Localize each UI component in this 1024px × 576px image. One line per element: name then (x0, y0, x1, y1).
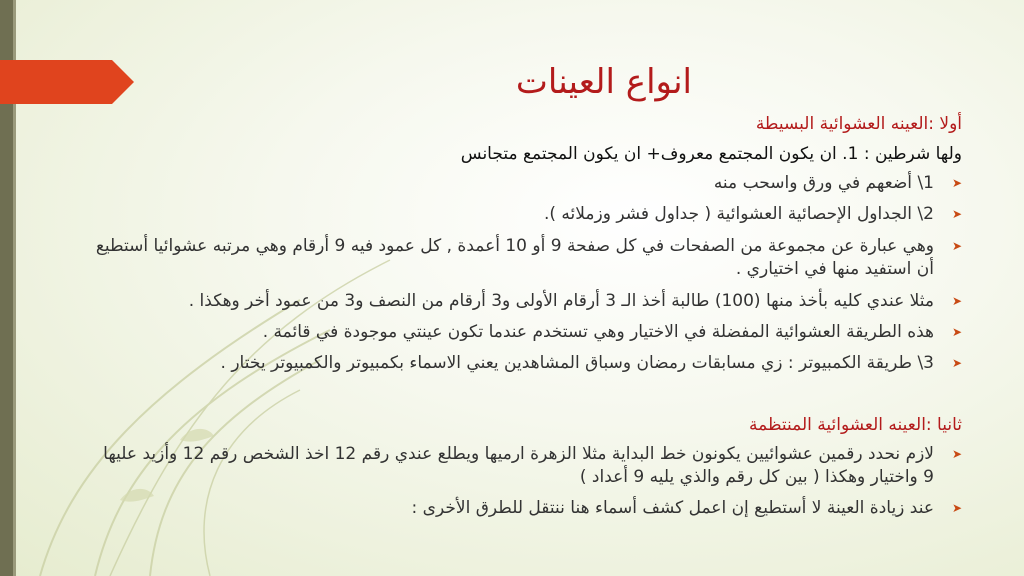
list-item (92, 235, 962, 281)
slide-content (92, 112, 962, 520)
list-item-text: وهي عبارة عن مجموعة من الصفحات في كل صفحة 9 أو 10 أعمدة , كل عمود فيه 9 أرقام وهي مرتبه عشوائيا أستطيع أن استفيد منها في اختياري . (95, 236, 934, 279)
arrow-bullet-icon: ➤ (951, 356, 962, 370)
section2-heading: ثانيا :العينه العشوائية المنتظمة (749, 415, 962, 435)
arrow-bullet-icon: ➤ (951, 501, 962, 515)
slide-title: انواع العينات (515, 62, 692, 102)
list-item (92, 497, 962, 520)
list-item-text: عند زيادة العينة لا أستطيع إن اعمل كشف أسماء هنا ننتقل للطرق الأخرى : (411, 498, 934, 518)
list-item (92, 443, 962, 489)
list-item-text: مثلا عندي كليه بأخذ منها (100) طالبة أخذ الـ 3 أرقام الأولى و3 أرقام من النصف و3 من عمود أخر وهكذا . (188, 291, 934, 311)
arrow-bullet-icon: ➤ (951, 239, 962, 253)
section1-heading: أولا :العينه العشوائية البسيطة (755, 114, 962, 134)
list-item (92, 203, 962, 226)
section1-intro: ولها شرطين : 1. ان يكون المجتمع معروف+ ان يكون المجتمع متجانس (460, 144, 962, 164)
arrow-bullet-icon: ➤ (951, 447, 962, 461)
list-item-text: 1\ أضعهم في ورق واسحب منه (713, 173, 934, 193)
list-item-text: 2\ الجداول الإحصائية العشوائية ( جداول فشر وزملائه ). (543, 204, 934, 224)
list-item (92, 352, 962, 375)
arrow-bullet-icon: ➤ (951, 207, 962, 221)
title-arrow-decor (0, 60, 134, 104)
list-item-text: لازم نحدد رقمين عشوائيين يكونون خط البداية مثلا الزهرة ارميها ويطلع عندي رقم 12 اخذ الشخص رقم 12 وأزيد عليها 9 واختيار وهكذا ( بين كل رقم والذي يليه 9 أعداد ) (103, 444, 934, 487)
list-item-text: 3\ طريقة الكمبيوتر : زي مسابقات رمضان وسباق المشاهدين يعني الاسماء بكمبيوتر والكمبيوتر يختار . (220, 353, 934, 373)
arrow-bullet-icon: ➤ (951, 294, 962, 308)
list-item (92, 321, 962, 344)
list-item (92, 290, 962, 313)
arrow-bullet-icon: ➤ (951, 325, 962, 339)
list-item-text: هذه الطريقة العشوائية المفضلة في الاختيار وهي تستخدم عندما تكون عينتي موجودة في قائمة . (262, 322, 934, 342)
list-item (92, 172, 962, 195)
arrow-bullet-icon: ➤ (951, 176, 962, 190)
